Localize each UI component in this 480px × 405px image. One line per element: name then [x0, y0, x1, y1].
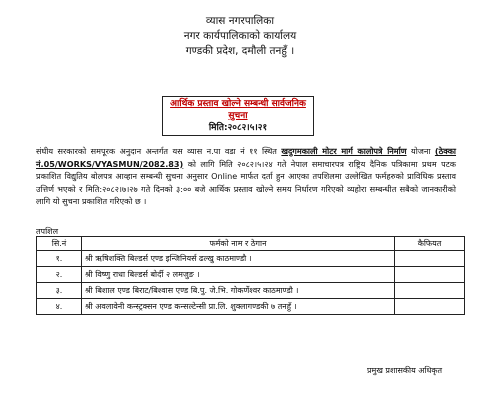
- row-firm-name: श्री बिशाल एण्ड बिराट/बिश्वास एण्ड बि.पु. जे.भि. गोकर्णेश्वर काठमाण्डौ ।: [82, 283, 395, 299]
- row-remark: [395, 283, 465, 299]
- header-remark: कैफियत: [395, 237, 465, 251]
- row-sn: २.: [37, 267, 82, 283]
- row-sn: ३.: [37, 283, 82, 299]
- table-row: [37, 267, 465, 283]
- row-sn: १.: [37, 251, 82, 267]
- office-header: [0, 14, 480, 59]
- contract-number: (ठेक्का नं.05/WORKS/VYASMUN/2082.83): [36, 146, 457, 169]
- table-header-row: [37, 237, 465, 251]
- details-label: तपशिल: [36, 227, 59, 236]
- table-row: [37, 251, 465, 267]
- row-sn: ४.: [37, 299, 82, 315]
- body-rest: को लागि मिति २०८२।५।२४ गते नेपाल समाचारपत्र राष्ट्रिय दैनिक पत्रिकामा प्रथम पटक प्रकाशित विद्युतिय बोलपत्र आव्हान सम्बन्धी सुचना अनुसार Online मार्फत दर्ता हुन आएका तपशिलमा उल्लेखित फर्महरुको प्राविधिक प्रस्ताव उत्तिर्ण भएको र मिति:२०८२।७।२७ गते दिनको ३:०० बजे आर्थिक प्रस्ताव खोल्ने समय निर्धारण गरिएको व्यहोरा सम्बन्धीत सबैको जानकारीको लागि यो सुचना प्रकाशित गरिएको छ ।: [36, 158, 457, 206]
- row-remark: [395, 267, 465, 283]
- municipality-name: व्यास नगरपालिका: [205, 15, 275, 27]
- office-address: गण्डकी प्रदेश, दमौली तनहुँ ।: [185, 45, 295, 57]
- header-firm-name: फर्मको नाम र ठेगान: [82, 237, 395, 251]
- table-row: [37, 299, 465, 315]
- notice-body: [36, 145, 456, 208]
- body-mid: योजना: [411, 146, 431, 156]
- project-name: खदुगमकाली मोटर मार्ग कालोपत्रे निर्माण: [281, 146, 407, 156]
- table-row: [37, 283, 465, 299]
- row-firm-name: श्री अवलावेनी कन्स्ट्रक्सन एण्ड कन्सल्टेन्सी प्रा.लि. शुक्लागण्डकी ७ तनहुँ ।: [82, 299, 395, 315]
- row-firm-name: श्री विष्णु राधा बिल्डर्स बोर्दी २ लमजुङ ।: [82, 267, 395, 283]
- row-firm-name: श्री ऋषिशक्ति बिल्डर्स एण्ड इन्जिनियर्स ढल्खु काठमाण्डौ ।: [82, 251, 395, 267]
- notice-title: आर्थिक प्रस्ताव खोल्ने सम्बन्धी सार्वजनिक सुचना: [170, 99, 306, 121]
- office-name: नगर कार्यपालिकाको कार्यालय: [183, 30, 297, 42]
- body-intro: संघीय सरकारको समपूरक अनुदान अन्तर्गत यस व्यास न.पा वडा नं ११ स्थित: [36, 146, 277, 156]
- notice-title-box: [162, 96, 314, 136]
- signatory-title: प्रमुख प्रशासकीय अधिकृत: [367, 366, 443, 375]
- firm-table: [36, 236, 465, 315]
- notice-date: मिति:२०८२।५।२१: [208, 123, 268, 133]
- header-sn: सि.नं: [37, 237, 82, 251]
- row-remark: [395, 251, 465, 267]
- row-remark: [395, 299, 465, 315]
